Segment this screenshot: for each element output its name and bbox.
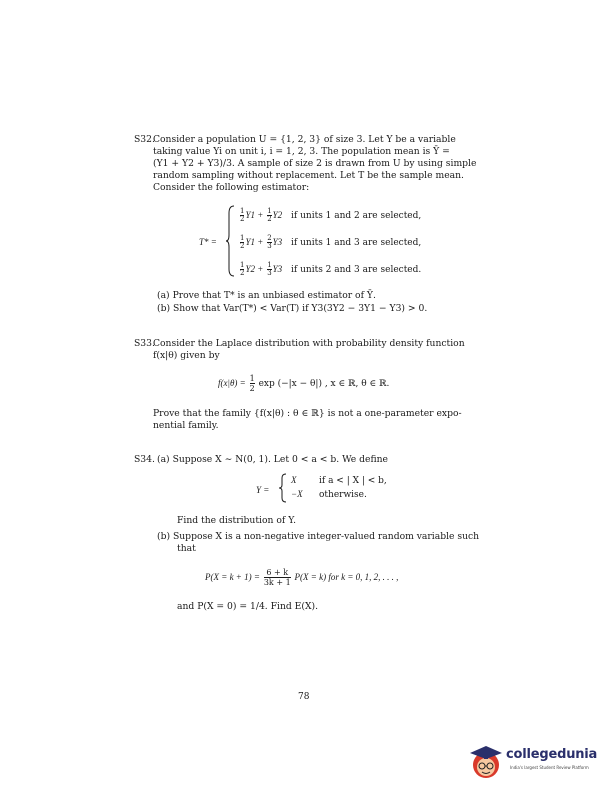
s32-estimator-lhs: T* = (199, 237, 217, 247)
s33-label: S33. (134, 338, 155, 349)
collegedunia-logo (466, 741, 606, 787)
s32-part-b: (b) Show that Var(T*) < Var(T) if Y3(3Y2 − 3Y1 − Y3) > 0. (157, 303, 428, 314)
frac-1a: $\frac{1}{2}$ (240, 207, 245, 223)
frac-3a: $\frac{1}{2}$ (240, 261, 245, 277)
s32-line-2: taking value Yi on unit i, i = 1, 2, 3. The population mean is Ȳ = (153, 146, 450, 157)
s34-final: and P(X = 0) = 1/4. Find E(X). (177, 601, 319, 612)
s32-label: S32. (134, 134, 155, 145)
s32-case-1: $\frac{1}{2}$ Y1 + $\frac{1}{2}$ Y2 if units 1 and 2 are selected, (240, 207, 422, 223)
s34-y-case-2: −X otherwise. (291, 489, 367, 500)
frac-2b: $\frac{2}{3}$ (267, 234, 272, 250)
s32-part-a: (a) Prove that T* is an unbiased estimator of Ȳ. (157, 290, 376, 301)
s33-equation: f(x|θ) = $\frac{1}{2}$ exp (−|x − θ|) , x ∈ ℝ, θ ∈ ℝ. (218, 374, 390, 393)
s32-line-3: (Y1 + Y2 + Y3)/3. A sample of size 2 is drawn from U by using simple (153, 158, 477, 169)
s34-part-b-2: that (177, 543, 196, 554)
logo-wordmark: collegedunia (506, 747, 598, 762)
s34-y-lhs: Y = (256, 485, 270, 495)
s34-left-brace (279, 473, 287, 503)
s32-line-1: Consider a population U = {1, 2, 3} of size 3. Let Y be a variable (153, 134, 456, 145)
s34-part-b-1: (b) Suppose X is a non-negative integer-valued random variable such (157, 531, 480, 542)
logo-tagline: India's largest Student Review Platform (510, 765, 589, 770)
s32-line-4: random sampling without replacement. Let T be the sample mean. (153, 170, 464, 181)
frac-3b: $\frac{1}{3}$ (267, 261, 272, 277)
s34-find-dist: Find the distribution of Y. (177, 515, 297, 526)
s33-line-1: Consider the Laplace distribution with probability density function (153, 338, 465, 349)
graduate-mascot-icon (466, 741, 506, 783)
s32-case-3: $\frac{1}{2}$ Y2 + $\frac{1}{3}$ Y3 if units 2 and 3 are selected. (240, 261, 422, 277)
page-number: 78 (298, 692, 310, 702)
s32-line-5: Consider the following estimator: (153, 182, 310, 193)
s33-half-frac: $\frac{1}{2}$ (249, 374, 255, 393)
s33-prove-2: nential family. (153, 420, 219, 431)
frac-1b: $\frac{1}{2}$ (267, 207, 272, 223)
s34-pmf-equation: P(X = k + 1) = $\frac{6 + k}{3k + 1}$ P(X = k) for k = 0, 1, 2, . . . , (205, 568, 399, 587)
s34-part-a-intro: (a) Suppose X ∼ N(0, 1). Let 0 < a < b. We define (157, 454, 388, 465)
s34-label: S34. (134, 454, 155, 465)
s33-prove-1: Prove that the family {f(x|θ) : θ ∈ ℝ} is not a one-parameter expo- (153, 408, 462, 419)
s34-pmf-frac: $\frac{6 + k}{3k + 1}$ (263, 568, 291, 587)
s32-case-2: $\frac{1}{2}$ Y1 + $\frac{2}{3}$ Y3 if units 1 and 3 are selected, (240, 234, 422, 250)
s32-left-brace (226, 205, 236, 277)
s33-line-2: f(x|θ) given by (153, 350, 220, 361)
frac-2a: $\frac{1}{2}$ (240, 234, 245, 250)
s34-y-case-1: X if a < | X | < b, (291, 475, 387, 486)
